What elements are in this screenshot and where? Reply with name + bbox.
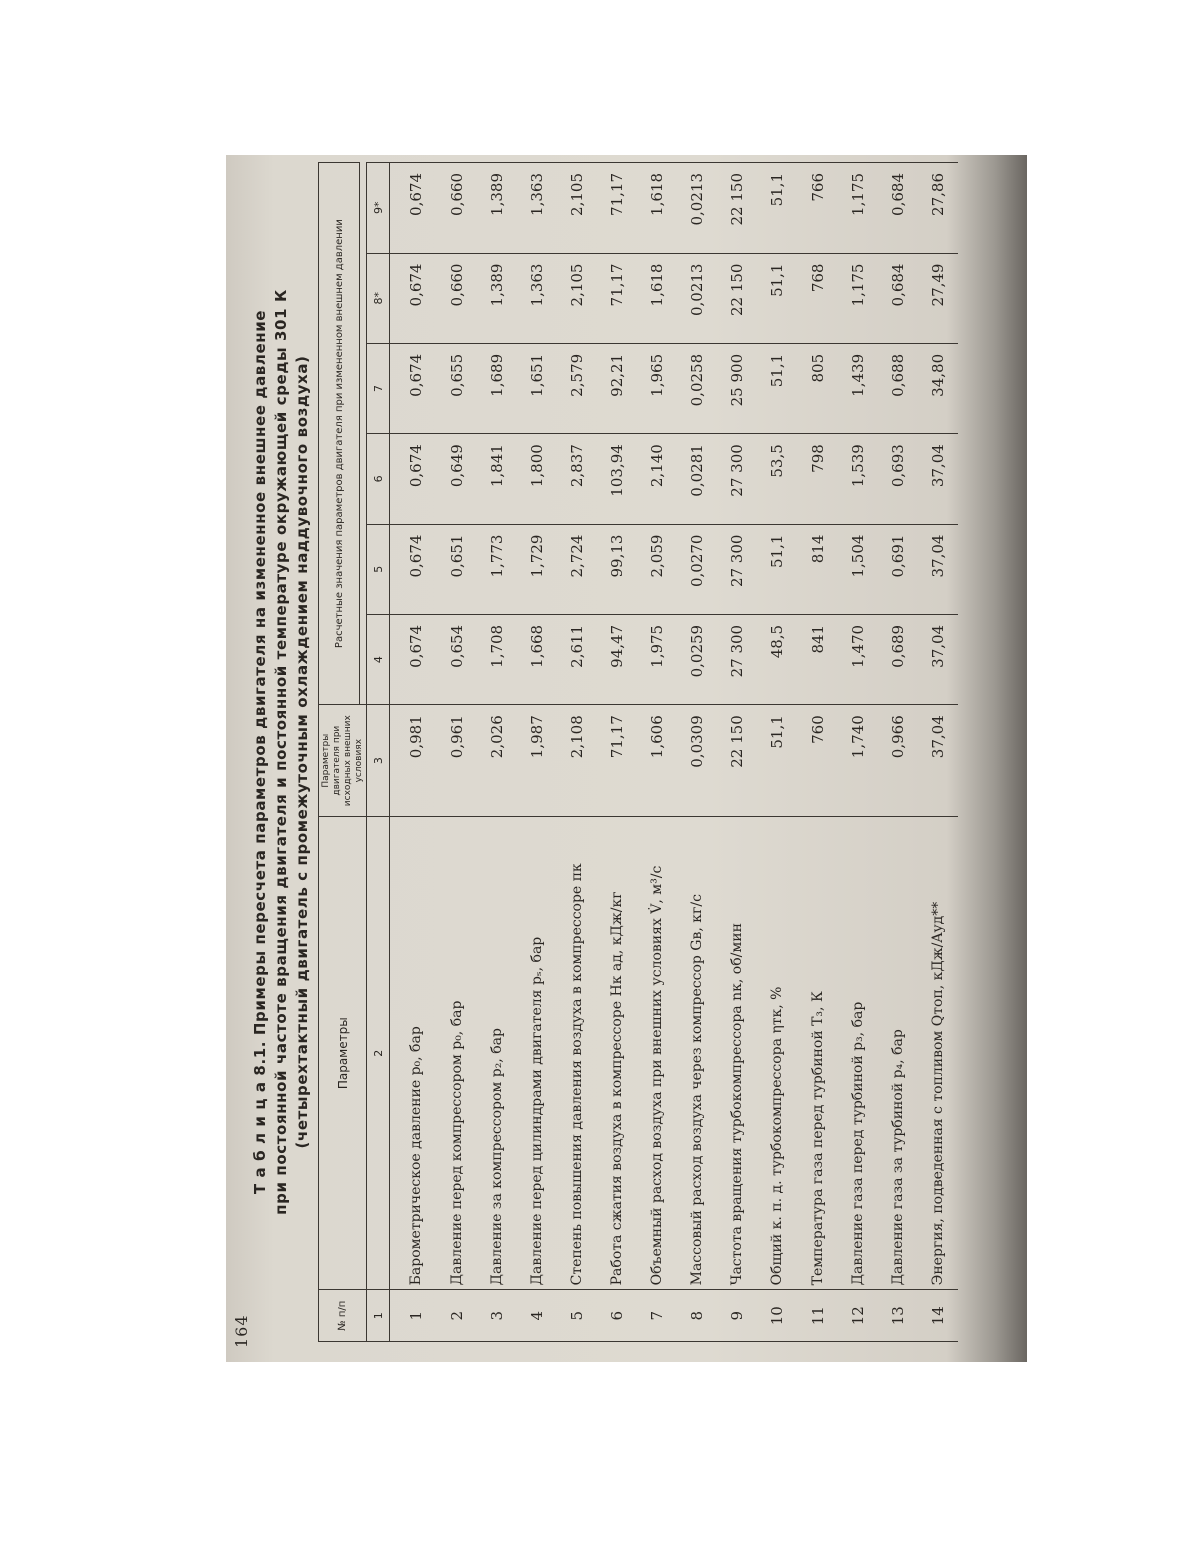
value-cell: 1,618 [637,163,677,254]
column-number: 3 [367,705,390,817]
value-cell: 1,740 [838,705,878,817]
value-cell: 37,04 [918,614,958,704]
value-cell: 760 [797,705,837,817]
value-cell: 2,059 [637,524,677,614]
value-cell: 0,693 [878,434,918,524]
value-cell: 27,49 [918,253,958,343]
value-cell: 0,966 [878,705,918,817]
caption-line: Т а б л и ц а 8.1. Примеры пересчета параметров двигателя на измененное внешнее давление [251,309,269,1195]
row-number: 10 [757,1290,797,1342]
parameter-name: Работа сжатия воздуха в компрессоре Hк ад, кДж/кг [597,817,637,1290]
column-number: 5 [367,524,390,614]
row-number: 13 [878,1290,918,1342]
value-cell: 814 [797,524,837,614]
page-number: 164 [232,1314,251,1348]
table-row [557,163,597,1342]
value-cell: 27 300 [717,614,757,704]
value-cell: 37,04 [918,434,958,524]
value-cell: 2,140 [637,434,677,524]
value-cell: 0,674 [390,163,437,254]
table-row [757,163,797,1342]
row-number: 12 [838,1290,878,1342]
column-number: 2 [367,817,390,1290]
table-body [390,163,959,1342]
rotated-page-content [226,155,1027,1362]
value-cell: 2,837 [557,434,597,524]
value-cell: 48,5 [757,614,797,704]
value-cell: 0,689 [878,614,918,704]
value-cell: 1,987 [517,705,557,817]
value-cell: 1,175 [838,253,878,343]
value-cell: 0,691 [878,524,918,614]
header-calc: Расчетные значения параметров двигателя при измененном внешнем давлении [319,163,360,705]
value-cell: 51,1 [757,524,797,614]
value-cell: 71,17 [597,163,637,254]
value-cell: 0,660 [436,163,476,254]
parameter-name: Массовый расход воздуха через компрессор Gв, кг/с [677,817,717,1290]
value-cell: 1,389 [477,163,517,254]
value-cell: 1,689 [477,343,517,433]
row-number: 5 [557,1290,597,1342]
parameter-name: Температура газа перед турбиной T₃, К [797,817,837,1290]
parameter-name: Энергия, подведенная с топливом Qтоп, кДж/Aуд** [918,817,958,1290]
header-param: Параметры [319,817,367,1290]
value-cell: 1,841 [477,434,517,524]
value-cell: 1,729 [517,524,557,614]
parameter-name: Давление перед компрессором p₀, бар [436,817,476,1290]
parameters-table [318,162,958,1342]
table-caption [250,212,313,1292]
value-cell: 1,651 [517,343,557,433]
value-cell: 1,975 [637,614,677,704]
row-number: 8 [677,1290,717,1342]
value-cell: 2,105 [557,253,597,343]
table-row [597,163,637,1342]
value-cell: 1,539 [838,434,878,524]
value-cell: 51,1 [757,163,797,254]
value-cell: 1,965 [637,343,677,433]
column-number: 8* [367,253,390,343]
value-cell: 0,649 [436,434,476,524]
value-cell: 0,0270 [677,524,717,614]
value-cell: 22 150 [717,705,757,817]
row-number: 6 [597,1290,637,1342]
header-base: Параметры двигателя при исходных внешних условиях [319,705,367,817]
value-cell: 766 [797,163,837,254]
value-cell: 1,618 [637,253,677,343]
value-cell: 1,773 [477,524,517,614]
value-cell: 27 300 [717,524,757,614]
value-cell: 0,0213 [677,163,717,254]
value-cell: 51,1 [757,253,797,343]
column-number-row [367,163,390,1342]
value-cell: 1,363 [517,163,557,254]
value-cell: 1,470 [838,614,878,704]
column-number: 1 [367,1290,390,1342]
value-cell: 94,47 [597,614,637,704]
value-cell: 0,0213 [677,253,717,343]
value-cell: 22 150 [717,163,757,254]
value-cell: 51,1 [757,343,797,433]
parameter-name: Давление газа за турбиной p₄, бар [878,817,918,1290]
column-number: 4 [367,614,390,704]
parameter-name: Давление газа перед турбиной p₃, бар [838,817,878,1290]
value-cell: 27,86 [918,163,958,254]
value-cell: 0,654 [436,614,476,704]
value-cell: 1,439 [838,343,878,433]
value-cell: 92,21 [597,343,637,433]
value-cell: 841 [797,614,837,704]
value-cell: 27 300 [717,434,757,524]
table-row [517,163,557,1342]
value-cell: 0,674 [390,343,437,433]
row-number: 2 [436,1290,476,1342]
parameter-name: Общий к. п. д. турбокомпрессора ηтк, % [757,817,797,1290]
header-num: № п/п [319,1290,367,1342]
value-cell: 2,579 [557,343,597,433]
value-cell: 1,175 [838,163,878,254]
table-row [918,163,958,1342]
table-row [637,163,677,1342]
value-cell: 34,80 [918,343,958,433]
value-cell: 2,105 [557,163,597,254]
row-number: 7 [637,1290,677,1342]
value-cell: 22 150 [717,253,757,343]
value-cell: 71,17 [597,705,637,817]
header-row [319,163,360,1342]
table-row [797,163,837,1342]
value-cell: 103,94 [597,434,637,524]
parameter-name: Барометрическое давление p₀, бар [390,817,437,1290]
caption-line: при постоянной частоте вращения двигателя и постоянной температуре окружающей среды 301 К [272,289,290,1215]
parameter-name: Давление за компрессором p₂, бар [477,817,517,1290]
parameter-name: Объемный расход воздуха при внешних условиях V̇, м³/с [637,817,677,1290]
value-cell: 1,504 [838,524,878,614]
value-cell: 2,108 [557,705,597,817]
value-cell: 805 [797,343,837,433]
value-cell: 1,800 [517,434,557,524]
table-row [436,163,476,1342]
scanned-page [226,155,1027,1362]
value-cell: 0,0281 [677,434,717,524]
value-cell: 0,961 [436,705,476,817]
value-cell: 53,5 [757,434,797,524]
value-cell: 37,04 [918,524,958,614]
value-cell: 0,688 [878,343,918,433]
value-cell: 1,363 [517,253,557,343]
value-cell: 1,389 [477,253,517,343]
table-row [878,163,918,1342]
value-cell: 0,674 [390,614,437,704]
value-cell: 0,674 [390,524,437,614]
row-number: 4 [517,1290,557,1342]
value-cell: 99,13 [597,524,637,614]
value-cell: 0,674 [390,253,437,343]
value-cell: 25 900 [717,343,757,433]
value-cell: 0,684 [878,163,918,254]
value-cell: 0,655 [436,343,476,433]
column-number: 7 [367,343,390,433]
value-cell: 0,660 [436,253,476,343]
value-cell: 0,0309 [677,705,717,817]
parameter-name: Частота вращения турбокомпрессора nк, об/мин [717,817,757,1290]
value-cell: 0,0259 [677,614,717,704]
table-row [390,163,437,1342]
row-number: 1 [390,1290,437,1342]
value-cell: 0,651 [436,524,476,614]
value-cell: 0,684 [878,253,918,343]
row-number: 14 [918,1290,958,1342]
column-number: 6 [367,434,390,524]
value-cell: 2,611 [557,614,597,704]
value-cell: 2,724 [557,524,597,614]
value-cell: 51,1 [757,705,797,817]
table-row [717,163,757,1342]
table-row [477,163,517,1342]
row-number: 3 [477,1290,517,1342]
table-row [838,163,878,1342]
row-number: 9 [717,1290,757,1342]
value-cell: 768 [797,253,837,343]
value-cell: 37,04 [918,705,958,817]
caption-line: (четырехтактный двигатель с промежуточным охлаждением наддувочного воздуха) [293,355,311,1149]
column-number: 9* [367,163,390,254]
parameter-name: Давление перед цилиндрами двигателя pₛ, бар [517,817,557,1290]
value-cell: 0,0258 [677,343,717,433]
value-cell: 0,981 [390,705,437,817]
row-number: 11 [797,1290,837,1342]
value-cell: 1,668 [517,614,557,704]
parameter-name: Степень повышения давления воздуха в компрессоре πк [557,817,597,1290]
value-cell: 1,606 [637,705,677,817]
value-cell: 798 [797,434,837,524]
table-row [677,163,717,1342]
value-cell: 1,708 [477,614,517,704]
value-cell: 0,674 [390,434,437,524]
value-cell: 2,026 [477,705,517,817]
value-cell: 71,17 [597,253,637,343]
